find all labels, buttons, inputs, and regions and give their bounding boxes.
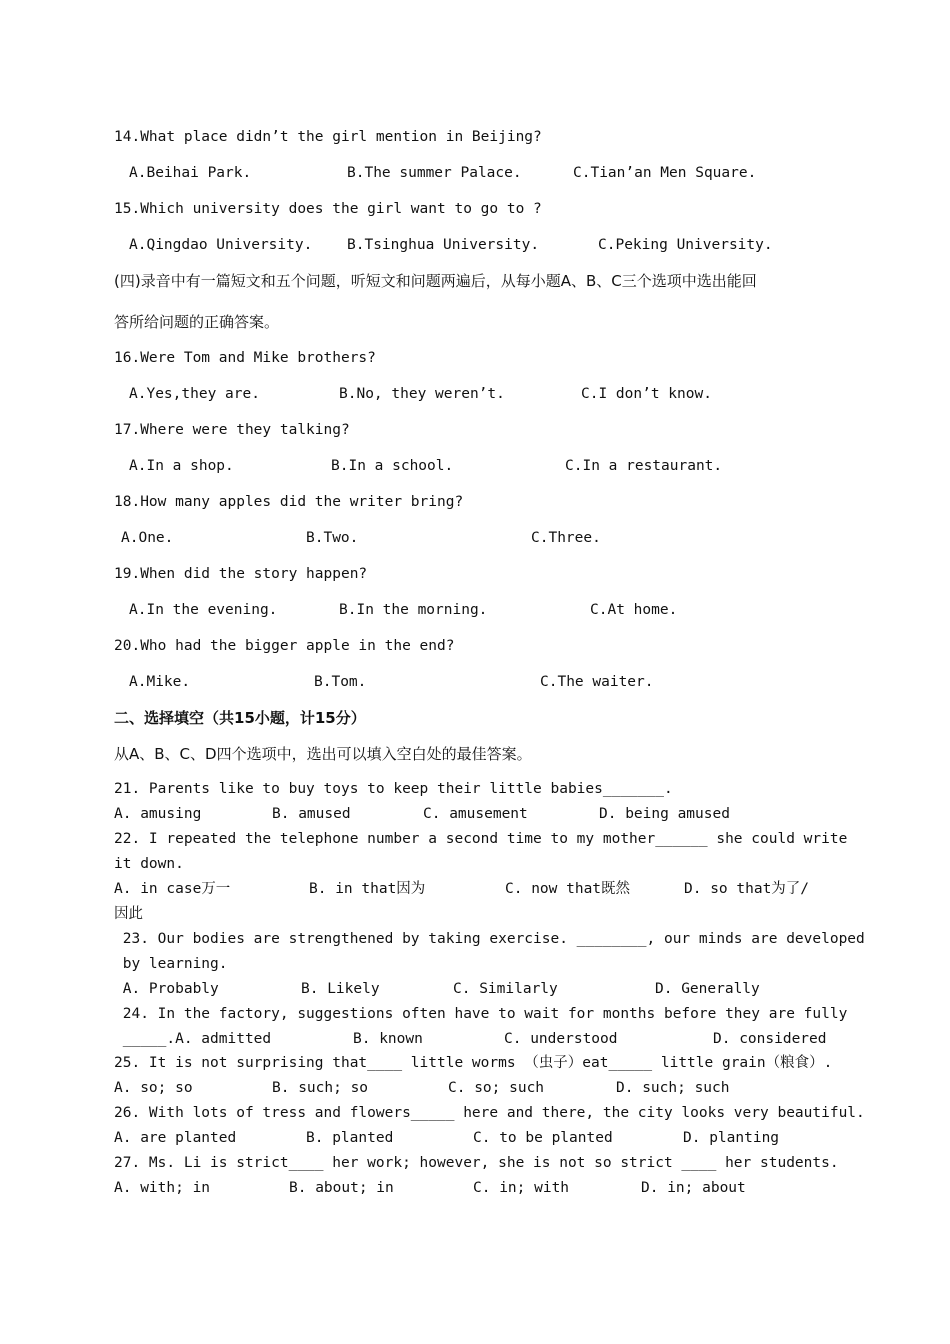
part2-instruction: 从A、B、C、D四个选项中，选出可以填入空白处的最佳答案。: [114, 745, 532, 763]
q18-option-a: A.One.: [121, 530, 174, 546]
q20-option-a: A.Mike.: [129, 674, 191, 690]
question-15: 15.Which university does the girl want to go to ?: [114, 201, 542, 217]
q24-option-a: _____.A. admitted: [114, 1031, 272, 1047]
question-20: 20.Who had the bigger apple in the end?: [114, 638, 455, 654]
q21-option-b: B. amused: [272, 806, 351, 822]
q16-option-a: A.Yes,they are.: [129, 386, 260, 402]
q27-option-d: D. in; about: [641, 1180, 746, 1196]
question-17: 17.Where were they talking?: [114, 422, 350, 438]
q16-option-c: C.I don’t know.: [581, 386, 712, 402]
question-22: 22. I repeated the telephone number a second time to my mother______ she could write: [114, 831, 848, 847]
q26-option-b: B. planted: [306, 1130, 394, 1146]
q25-option-c: C. so; such: [448, 1080, 545, 1096]
question-22-cont: it down.: [114, 856, 184, 872]
q19-option-c: C.At home.: [590, 602, 678, 618]
section4-instruction-line1: (四)录音中有一篇短文和五个问题，听短文和问题两遍后，从每小题A、B、C三个选项中选出能回: [114, 272, 757, 290]
q19-option-a: A.In the evening.: [129, 602, 278, 618]
q24-option-b: B. known: [353, 1031, 423, 1047]
q21-option-a: A. amusing: [114, 806, 202, 822]
question-27: 27. Ms. Li is strict____ her work; however, she is not so strict ____ her students.: [114, 1155, 839, 1171]
q20-option-b: B.Tom.: [314, 674, 367, 690]
q14-option-b: B.The summer Palace.: [347, 165, 522, 181]
q17-option-a: A.In a shop.: [129, 458, 234, 474]
q18-option-c: C.Three.: [531, 530, 601, 546]
q14-option-a: A.Beihai Park.: [129, 165, 252, 181]
q15-option-b: B.Tsinghua University.: [347, 237, 540, 253]
q22-option-d: D. so that为了/: [684, 881, 810, 897]
q17-option-c: C.In a restaurant.: [565, 458, 723, 474]
q24-option-c: C. understood: [504, 1031, 618, 1047]
q20-option-c: C.The waiter.: [540, 674, 654, 690]
q26-option-a: A. are planted: [114, 1130, 237, 1146]
section4-instruction-line2: 答所给问题的正确答案。: [114, 313, 280, 331]
q16-option-b: B.No, they weren’t.: [339, 386, 505, 402]
part2-title: 二、选择填空（共15小题，计15分）: [114, 709, 366, 727]
q15-option-a: A.Qingdao University.: [129, 237, 313, 253]
q27-option-b: B. about; in: [289, 1180, 394, 1196]
q17-option-b: B.In a school.: [331, 458, 454, 474]
question-14: 14.What place didn’t the girl mention in Beijing?: [114, 129, 542, 145]
q27-option-c: C. in; with: [473, 1180, 570, 1196]
q22-option-a: A. in case万一: [114, 881, 231, 897]
question-23: 23. Our bodies are strengthened by taking exercise. ________, our minds are developed: [114, 931, 865, 947]
q25-option-d: D. such; such: [616, 1080, 730, 1096]
q23-option-a: A. Probably: [114, 981, 219, 997]
q21-option-c: C. amusement: [423, 806, 528, 822]
q24-option-d: D. considered: [713, 1031, 827, 1047]
q22-option-d-cont: 因此: [114, 906, 143, 922]
question-18: 18.How many apples did the writer bring?: [114, 494, 464, 510]
question-21: 21. Parents like to buy toys to keep their little babies_______.: [114, 781, 673, 797]
q19-option-b: B.In the morning.: [339, 602, 488, 618]
question-16: 16.Were Tom and Mike brothers?: [114, 350, 376, 366]
q23-option-d: D. Generally: [655, 981, 760, 997]
q26-option-d: D. planting: [683, 1130, 780, 1146]
q22-option-b: B. in that因为: [309, 881, 426, 897]
q26-option-c: C. to be planted: [473, 1130, 613, 1146]
q21-option-d: D. being amused: [599, 806, 730, 822]
question-26: 26. With lots of tress and flowers_____ here and there, the city looks very beautiful.: [114, 1105, 865, 1121]
q14-option-c: C.Tian’an Men Square.: [573, 165, 757, 181]
q18-option-b: B.Two.: [306, 530, 359, 546]
question-19: 19.When did the story happen?: [114, 566, 368, 582]
question-24: 24. In the factory, suggestions often have to wait for months before they are fully: [114, 1006, 848, 1022]
q15-option-c: C.Peking University.: [598, 237, 773, 253]
q27-option-a: A. with; in: [114, 1180, 211, 1196]
q25-option-a: A. so; so: [114, 1080, 193, 1096]
q22-option-c: C. now that既然: [505, 881, 631, 897]
q25-option-b: B. such; so: [272, 1080, 369, 1096]
q23-option-b: B. Likely: [301, 981, 380, 997]
question-23-cont: by learning.: [114, 956, 228, 972]
q23-option-c: C. Similarly: [453, 981, 558, 997]
question-25: 25. It is not surprising that____ little worms （虫子）eat_____ little grain（粮食）.: [114, 1055, 833, 1071]
